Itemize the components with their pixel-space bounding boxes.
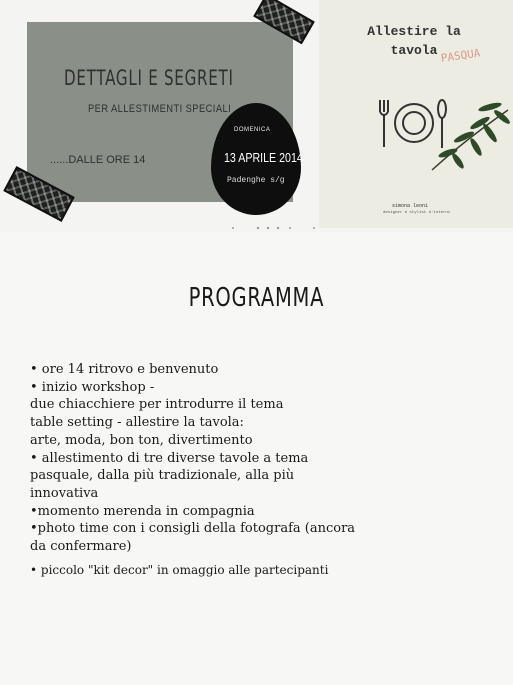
programme-line: •photo time con i consigli della fotografa (ancora (30, 521, 356, 537)
cover-title-line1: Allestire la (367, 24, 461, 39)
programme-line: • piccolo "kit decor" in omaggio alle partecipanti (30, 562, 329, 577)
card-subtitle: PER ALLESTIMENTI SPECIALI (88, 103, 232, 115)
programme-title-text: PROGRAMMA (188, 283, 325, 313)
programme-line: arte, moda, bon ton, divertimento (30, 432, 253, 448)
dot-divider (230, 226, 320, 230)
cover-author: simona leoni (392, 203, 429, 209)
programme-line: da confermare) (30, 539, 132, 555)
programme-line: • inizio workshop - (30, 379, 155, 395)
card-title: DETTAGLI E SEGRETI (64, 66, 234, 90)
event-day: DOMENICA (234, 127, 271, 133)
programme-title (0, 283, 513, 313)
programme-line: table setting - allestire la tavola: (30, 415, 244, 431)
cover-subtitle: PASQUA (440, 46, 482, 65)
card-time: ......DALLE ORE 14 (50, 154, 146, 166)
programme-line: •momento merenda in compagnia (30, 503, 255, 519)
programme-line: due chiacchiere per introdurre il tema (30, 397, 284, 413)
olive-branch-icon (430, 95, 510, 175)
event-date: 13 APRILE 2014 (224, 150, 303, 165)
programme-line: • allestimento di tre diverse tavole a tema (30, 450, 309, 466)
programme-line: • ore 14 ritrovo e benvenuto (30, 362, 219, 377)
programme-line: pasquale, dalla più tradizionale, alla più (30, 468, 295, 484)
programme-line: innovativa (30, 485, 99, 501)
event-place: Padenghe s/g (227, 176, 285, 185)
cover-title-line2: tavola (390, 43, 438, 58)
cover-author-role: designer e stylist d'interni (383, 211, 451, 215)
programme-list (30, 361, 500, 579)
